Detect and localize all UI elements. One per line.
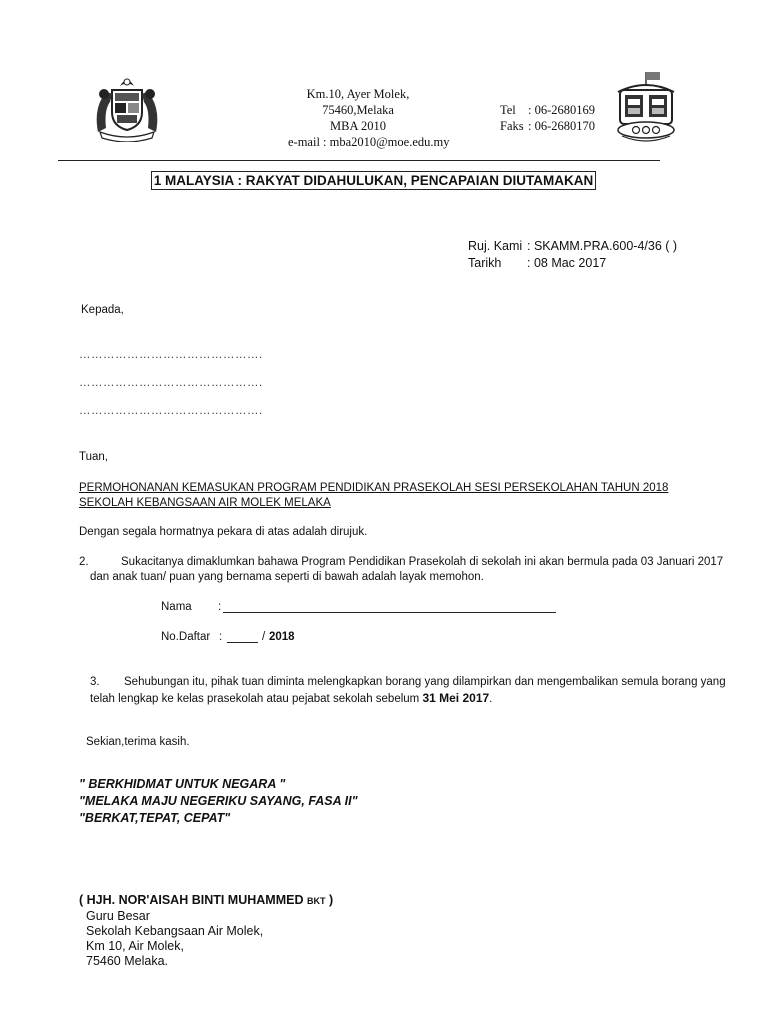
recipient-line: ………………………………………. (79, 405, 263, 417)
fax-value: : 06-2680170 (528, 119, 596, 133)
nama-label: Nama (161, 601, 192, 613)
recipient-line: ………………………………………. (79, 349, 263, 361)
to-label: Kepada, (81, 304, 124, 316)
para2-text: dan anak tuan/ puan yang bernama seperti di bawah adalah layak memohon. (90, 571, 484, 583)
tel-value: : 06-2680169 (528, 103, 596, 117)
letterhead-address (288, 86, 450, 150)
ruj-value: : SKAMM.PRA.600-4/36 ( ) (527, 239, 678, 253)
letterhead-divider (58, 160, 660, 161)
para3-text: telah lengkap ke kelas prasekolah atau pejabat sekolah sebelum (90, 693, 420, 705)
para3-number: 3. (90, 676, 100, 688)
reference-block (468, 238, 677, 272)
subject-line: PERMOHONANAN KEMASUKAN PROGRAM PENDIDIKAN PRASEKOLAH SESI PERSEKOLAHAN TAHUN 2018 (79, 482, 669, 494)
signatory-address-line: Sekolah Kebangsaan Air Molek, (86, 924, 264, 938)
nodaftar-colon: : (219, 631, 223, 643)
signatory-name-close: ) (328, 893, 334, 907)
salutation: Tuan, (79, 451, 108, 463)
nodaftar-slash: / (262, 631, 266, 643)
signatory-position: Guru Besar (86, 909, 150, 923)
nodaftar-label: No.Daftar (161, 631, 211, 643)
para2-number: 2. (79, 556, 89, 568)
motto-box: 1 MALAYSIA : RAKYAT DIDAHULUKAN, PENCAPAIAN DIUTAMAKAN (151, 171, 596, 190)
fax-label: Faks (500, 119, 524, 133)
address-line: 75460,Melaka (322, 103, 394, 117)
para3-end: . (489, 693, 493, 705)
malaysia-coat-of-arms-icon (90, 72, 164, 142)
nama-field[interactable] (223, 600, 556, 613)
letterhead-contact (500, 102, 595, 134)
signatory-honorific: BKT (306, 896, 326, 906)
email-line: e-mail : mba2010@moe.edu.my (288, 135, 450, 149)
date-label: Tarikh (468, 256, 502, 270)
recipient-line: ………………………………………. (79, 377, 263, 389)
opening-sentence: Dengan segala hormatnya pekara di atas adalah dirujuk. (79, 526, 368, 538)
date-value: : 08 Mac 2017 (527, 256, 607, 270)
nama-colon: : (218, 601, 222, 613)
school-crest-icon (612, 70, 680, 146)
signatory-address-line: 75460 Melaka. (86, 954, 169, 968)
signatory-name (79, 893, 333, 907)
para3-text-line2 (90, 691, 492, 707)
para2-text: Sukacitanya dimaklumkan bahawa Program Pendidikan Prasekolah di sekolah ini akan bermula pada 03 Januari 2017 (121, 556, 724, 568)
signatory-details (86, 909, 263, 969)
para3-text: Sehubungan itu, pihak tuan diminta melengkapkan borang yang dilampirkan dan mengembalikan semula borang yang (124, 676, 726, 688)
ruj-label: Ruj. Kami (468, 239, 523, 253)
subject-line: SEKOLAH KEBANGSAAN AIR MOLEK MELAKA (79, 497, 331, 509)
nodaftar-field[interactable] (227, 630, 258, 643)
signatory-address-line: Km 10, Air Molek, (86, 939, 184, 953)
address-line: Km.10, Ayer Molek, (306, 87, 410, 101)
slogan-line: " BERKHIDMAT UNTUK NEGARA " (79, 777, 286, 791)
deadline-date: 31 Mei 2017 (422, 691, 490, 705)
slogan-block (79, 776, 358, 827)
slogan-line: "BERKAT,TEPAT, CEPAT" (79, 811, 231, 825)
tel-label: Tel (500, 103, 516, 117)
slogan-line: "MELAKA MAJU NEGERIKU SAYANG, FASA II" (79, 794, 358, 808)
address-line: MBA 2010 (330, 119, 386, 133)
closing: Sekian,terima kasih. (86, 736, 190, 748)
signatory-name-text: ( HJH. NOR'AISAH BINTI MUHAMMED (79, 893, 304, 907)
subject-heading (79, 481, 668, 511)
nodaftar-year: 2018 (269, 631, 295, 643)
